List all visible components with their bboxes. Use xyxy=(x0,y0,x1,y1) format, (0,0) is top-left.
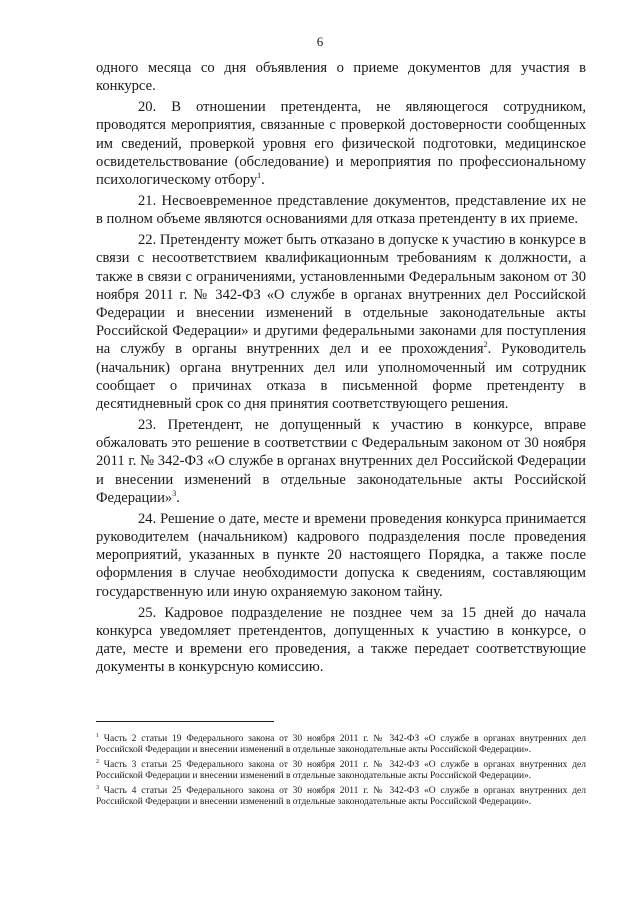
footnote-marker: 2 xyxy=(96,758,99,765)
paragraph-text: 20. В отношении претендента, не являющегося сотрудником, проводятся мероприятия, связанные с проверкой достоверности сообщенных им сведений, проверкой уровня его физической подготовки, медицинское освидетельствование (обследование) и мероприятия по профессиональному психологическому отбору xyxy=(96,99,586,189)
footnote-divider xyxy=(96,721,274,722)
footnote-text: Часть 2 статьи 19 Федерального закона от 30 ноября 2011 г. № 342-ФЗ «О службе в органах внутренних дел Российской Федерации и внесении изменений в отдельные законодательные акты Российской Федерации». xyxy=(96,734,586,756)
page-number: 6 xyxy=(316,34,324,49)
paragraph-text: 24. Решение о дате, месте и времени проведения конкурса принимается руководителем (начальником) кадрового подразделения после проведения мероприятий, указанных в пункте 20 настоящего Порядка, а также после оформления в случае необходимости допуска к сведениям, составляющим государственную или иную охраняемую законом тайну. xyxy=(96,510,586,600)
paragraph-25 xyxy=(96,604,586,677)
paragraph-20 xyxy=(96,98,586,189)
paragraph-text-tail: . xyxy=(261,172,265,189)
footnote-reference: 3 xyxy=(172,489,177,498)
paragraph-23 xyxy=(96,416,586,507)
footnote-text: Часть 4 статьи 25 Федерального закона от 30 ноября 2011 г. № 342-ФЗ «О службе в органах внутренних дел Российской Федерации и внесении изменений в отдельные законодательные акты Российской Федерации». xyxy=(96,785,586,808)
paragraph-text: одного месяца со дня объявления о приеме документов для участия в конкурсе. xyxy=(96,60,586,95)
footnote-reference: 1 xyxy=(257,171,262,181)
paragraph-text: 25. Кадровое подразделение не позднее чем за 15 дней до начала конкурса уведомляет претендентов, допущенных к участию в конкурсе, о дате, месте и времени его проведения, а также передает соответствующие документы в конкурсную комиссию. xyxy=(96,604,586,676)
paragraph-22 xyxy=(96,231,586,413)
footnote-marker: 3 xyxy=(96,784,99,791)
footnote-2 xyxy=(96,760,586,783)
footnote-3 xyxy=(96,786,586,809)
document-body xyxy=(96,59,586,679)
paragraph-text: 21. Несвоевременное представление документов, представление их не в полном объеме являются основаниями для отказа претенденту в их приеме. xyxy=(96,193,586,228)
footnote-1 xyxy=(96,734,586,757)
paragraph-text-tail: . Руководитель (начальник) органа внутренних дел или уполномоченный им сотрудник сообщает о причинах отказа в письменной форме претенденту в десятидневный срок со дня принятия соответствующего решения. xyxy=(96,341,586,413)
footnote-reference: 2 xyxy=(483,340,488,350)
paragraph-21 xyxy=(96,192,586,228)
footnotes xyxy=(96,734,586,811)
paragraph-text: 23. Претендент, не допущенный к участию в конкурсе, вправе обжаловать это решение в соответствии с Федеральным законом от 30 ноября 2011 г. № 342-ФЗ «О службе в органах внутренних дел Российской Федерации и внесении изменений в отдельные законодательные акты Российской Федерации» xyxy=(96,417,586,506)
paragraph-24 xyxy=(96,510,586,601)
paragraph-text-tail: . xyxy=(176,489,180,506)
paragraph-text: 22. Претенденту может быть отказано в допуске к участию в конкурсе в связи с несоответствием квалификационным требованиям к должности, а также в связи с ограничениями, установленными Федеральным законом от 30 ноября 2011 г. № 342-ФЗ «О службе в органах внутренних дел Российской Федерации и внесении изменений в отдельные законодательные акты Российской Федерации» и другими федеральными законами для поступления на службу в органы внутренних дел и ее прохождения xyxy=(96,232,586,358)
footnote-marker: 1 xyxy=(96,732,99,739)
paragraph-19-continued xyxy=(96,59,586,95)
footnote-text: Часть 3 статьи 25 Федерального закона от 30 ноября 2011 г. № 342-ФЗ «О службе в органах внутренних дел Российской Федерации и внесении изменений в отдельные законодательные акты Российской Федерации». xyxy=(96,759,586,782)
